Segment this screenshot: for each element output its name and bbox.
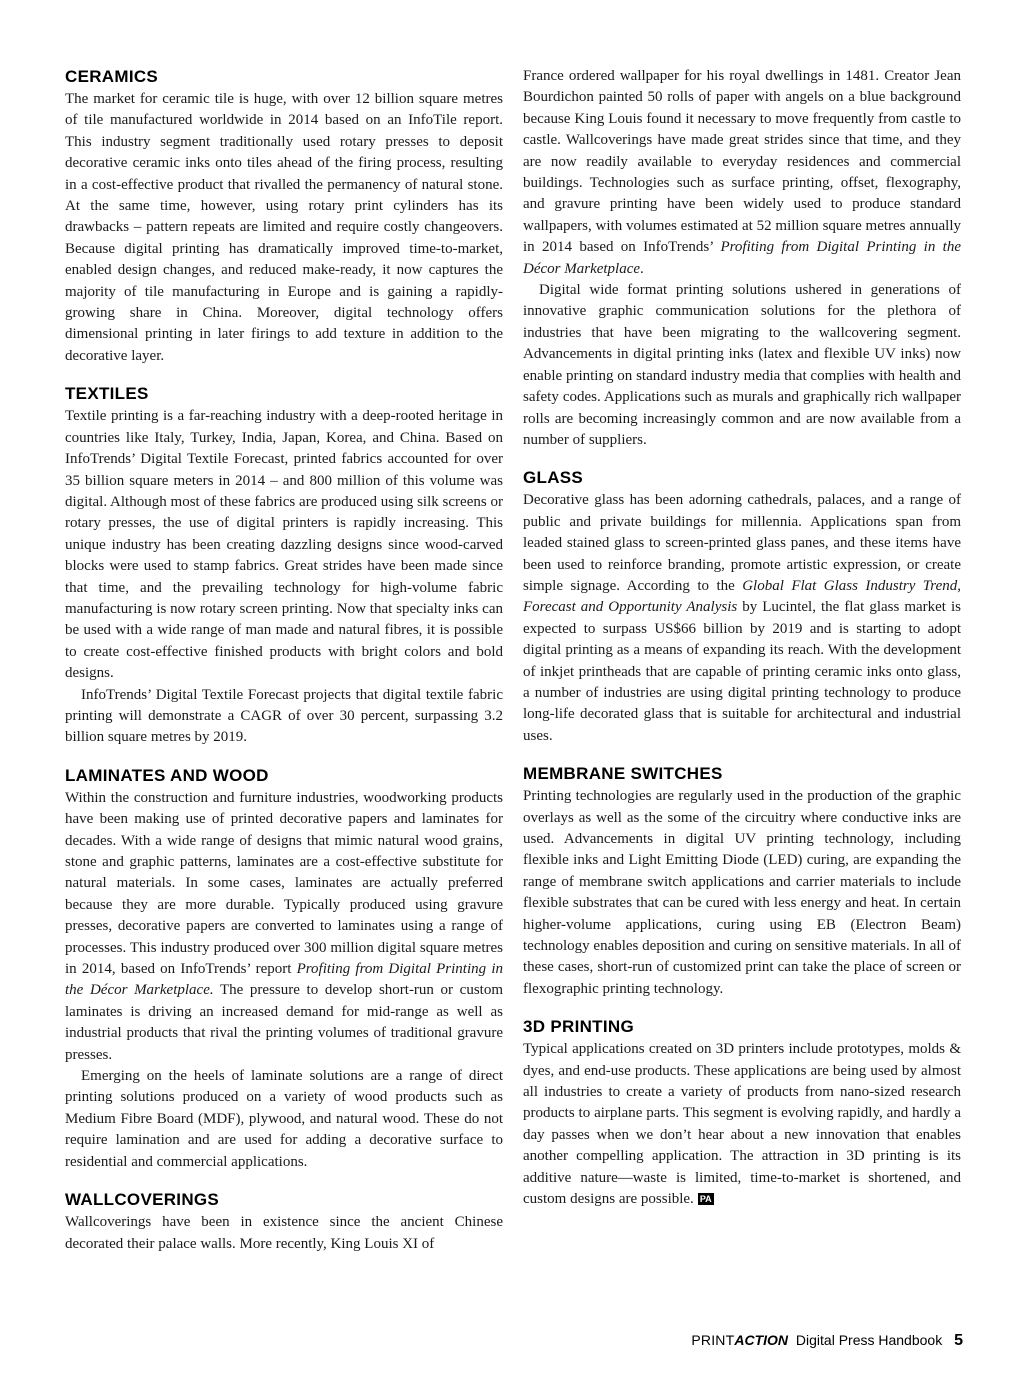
section-wallcoverings [65, 1189, 503, 1255]
section-3d-printing [523, 1016, 961, 1210]
heading-textiles: TEXTILES [65, 384, 149, 404]
section-textiles [65, 383, 503, 749]
3d-printing-paragraph: Typical applications created on 3D printers include prototypes, molds & dyes, and end-use products. These applications are being used by almost all industries to create a variety of products from nano-sized research products to airplane parts. This segment is evolving rapidly, and hardly a day passes when we don’t hear about a new innovation that enables another compelling application. The attraction in 3D printing is its additive nature—waste is limited, time-to-market is shortened, and custom designs are possible. PA [523, 1041, 961, 1208]
heading-wallcoverings: WALLCOVERINGS [65, 1190, 220, 1210]
right-column [523, 66, 961, 1227]
heading-membrane-switches: MEMBRANE SWITCHES [523, 764, 723, 784]
textiles-paragraph-2: InfoTrends’ Digital Textile Forecast projects that digital textile fabric printing will demonstrate a CAGR of over 30 percent, surpassing 3.2 billion square metres by 2019. [65, 686, 503, 746]
textiles-paragraph-1: Textile printing is a far-reaching industry with a deep-rooted heritage in countries like Italy, Turkey, India, Japan, Korea, and China. Based on InfoTrends’ Digital Textile Forecast, printed fabrics accounted for over 35 billion square meters in 2014 – and 800 million of this volume was digital. Although most of these fabrics are produced using silk screens or rotary presses, the use of digital printers is rapidly increasing. This unique industry has been creating dazzling designs since wood-carved blocks were used to stamp fabrics. Great strides have been made since that time, and the prevailing technology for high-volume fabric manufacturing is now rotary screen printing. Now that specialty inks can be used with a wide range of man made and natural fibres, it is possible to create cost-effective finished products with bright colors and bold designs. [65, 408, 503, 682]
section-ceramics [65, 66, 503, 367]
section-wallcoverings-continued [523, 66, 961, 451]
wallcoverings-paragraph-continued: France ordered wallpaper for his royal dwellings in 1481. Creator Jean Bourdichon painted 50 rolls of paper with angels on a blue background because King Louis found it necessary to move frequently from castle to castle. Wallcoverings have made great strides since that time, and they are now readily available to everyday residences and commercial buildings. Technologies such as surface printing, offset, flexography, and gravure printing have been widely used to produce standard wallpapers, with volumes estimated at 52 million square metres annually in 2014 based on InfoTrends’ Profiting from Digital Printing in the Décor Marketplace. [523, 68, 961, 277]
report-title-glass: Global Flat Glass Industry Trend, Forecast and Opportunity Analysis [523, 577, 961, 616]
heading-3d-printing: 3D PRINTING [523, 1017, 634, 1037]
laminates-paragraph-1: Within the construction and furniture industries, woodworking products have been making use of printed decorative papers and laminates for decades. With a wide range of designs that mimic natural wood grains, stone and graphic patterns, laminates are a cost-effective substitute for natural materials. In some cases, laminates are actually preferred because they are more durable. Typically produced using gravure presses, decorative papers are converted to laminates using a range of processes. This industry produced over 300 million digital square metres in 2014, based on InfoTrends’ report Profiting from Digital Printing in the Décor Marketplace. The pressure to develop short-run or custom laminates is driving an increased demand for mid-range as well as industrial products that rival the printing volumes of traditional gravure presses. [65, 789, 504, 1063]
pa-end-mark-icon: PA [699, 1194, 712, 1205]
page-footer [691, 1332, 963, 1350]
report-title-decor-2: Profiting from Digital Printing in the Décor Marketplace [523, 239, 961, 277]
wallcoverings-paragraph-start: Wallcoverings have been in existence since the ancient Chinese decorated their palace walls. More recently, King Louis XI of [65, 1214, 503, 1252]
glass-paragraph: Decorative glass has been adorning cathedrals, palaces, and a range of public and private buildings for millennia. Applications span from leaded stained glass to screen-printed glass panes, and these items have been used to reinforce branding, promote artistic expression, or create simple signage. According to the Global Flat Glass Industry Trend, Forecast and Opportunity Analysis by Lucintel, the flat glass market is expected to surpass US$66 billion by 2019 and is starting to adopt digital printing as a means of expanding its reach. With the development of inkjet printheads that are capable of printing ceramic inks onto glass, a number of industries are using digital printing technology to produce long-life decorated glass that is suitable for architectural and industrial uses. [523, 492, 961, 744]
heading-glass: GLASS [523, 468, 584, 488]
laminates-paragraph-2: Emerging on the heels of laminate solutions are a range of direct printing solutions produced on a variety of wood products such as Medium Fibre Board (MDF), plywood, and natural wood. These do not require lamination and are used for adding a decorative surface to residential and commercial applications. [65, 1068, 503, 1170]
section-membrane-switches [523, 763, 961, 1000]
footer-brand-action: ACTION [734, 1332, 789, 1348]
footer-publication-title: Digital Press Handbook [795, 1332, 943, 1348]
section-glass [523, 467, 961, 747]
wallcoverings-paragraph-2: Digital wide format printing solutions ushered in generations of innovative graphic communication solutions for the plethora of industries that have been migrating to the wallcovering segment. Advancements in digital printing inks (latex and flexible UV inks) now enable printing on standard industry media that complies with health and safety codes. Applications such as murals and graphically rich wallpaper rolls are becoming increasingly common and are now available from a number of suppliers. [523, 282, 961, 448]
section-laminates-wood [65, 765, 503, 1173]
heading-laminates-wood: LAMINATES AND WOOD [65, 765, 269, 785]
membrane-paragraph: Printing technologies are regularly used in the production of the graphic overlays as well as the some of the circuitry where conductive inks are used. Advancements in digital UV printing technology, including flexible inks and Light Emitting Diode (LED) curing, are expanding the range of membrane switch applications and carrier materials to include flexible substrates that can be cured with less energy and heat. In certain higher-volume applications, curing using EB (Electron Beam) technology enables deposition and curing on sensitive materials. In all of these cases, short-run of customized print can take the place of screen or flexographic printing technology. [523, 788, 961, 997]
heading-ceramics: CERAMICS [65, 67, 159, 86]
page-number: 5 [954, 1332, 963, 1349]
ceramics-paragraph: The market for ceramic tile is huge, with over 12 billion square metres of tile manufactured worldwide in 2014 based on an InfoTile report. This industry segment traditionally used rotary presses to deposit decorative ceramic inks onto tiles ahead of the firing process, resulting in a cost-effective product that rivalled the permanency of natural stone. At the same time, however, using rotary print cylinders has its drawbacks – pattern repeats are limited and require costly changeovers. Because digital printing has dramatically improved time-to-market, enabled design changes, and reduced make-ready, it now captures the majority of tile manufacturing in Europe and is gaining a rapidly-growing share in China. Moreover, digital technology offers dimensional printing in later firings to add texture in addition to the decorative layer. [65, 91, 503, 364]
footer-brand-print: PRINT [691, 1332, 735, 1348]
report-title-decor: Profiting from Digital Printing in the Décor Marketplace. [65, 961, 503, 999]
left-column [65, 66, 503, 1271]
